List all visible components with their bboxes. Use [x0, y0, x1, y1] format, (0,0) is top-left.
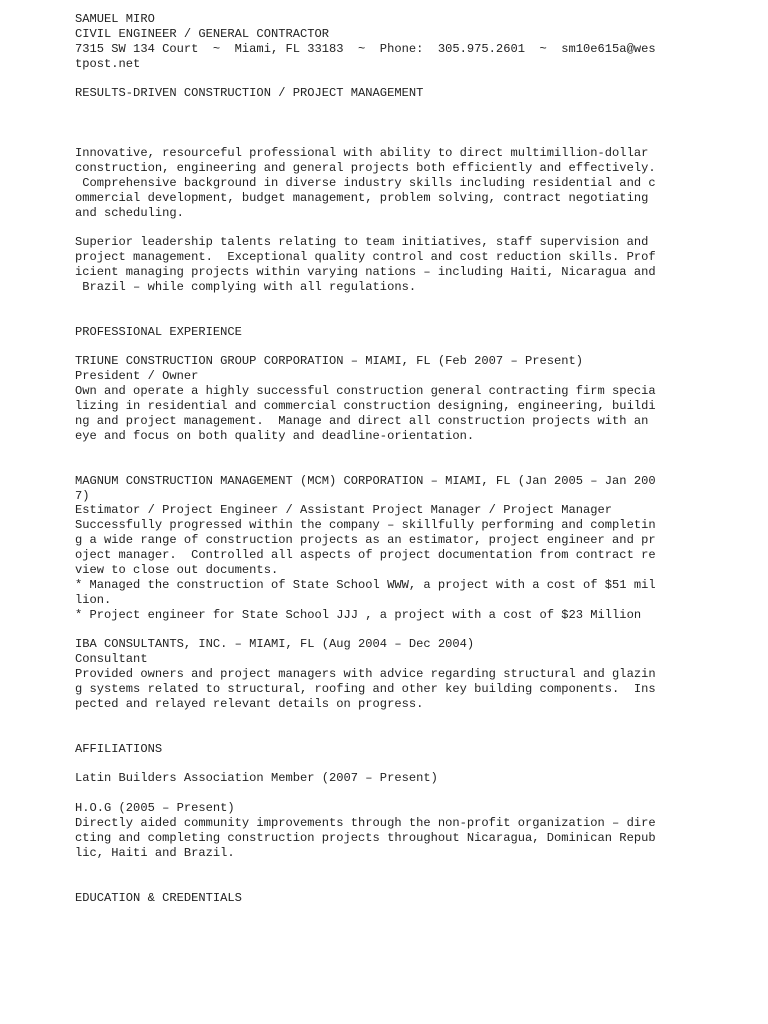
headline: RESULTS-DRIVEN CONSTRUCTION / PROJECT MANAGEMENT — [75, 86, 424, 101]
job-bullet-line: lion. — [75, 592, 112, 607]
summary-line: ommercial development, budget management, problem solving, contract negotiating — [75, 190, 649, 205]
spacer — [75, 861, 735, 876]
spacer — [75, 340, 735, 355]
summary-line: icient managing projects within varying nations – including Haiti, Nicaragua and — [75, 265, 656, 280]
job-company-continued: 7) — [75, 488, 90, 503]
summary-paragraph-2 — [75, 235, 735, 295]
summary-line: project management. Exceptional quality control and cost reduction skills. Prof — [75, 250, 656, 265]
spacer — [75, 757, 735, 772]
job-description-line: oject manager. Controlled all aspects of project documentation from contract re — [75, 548, 656, 563]
job-description-line: pected and relayed relevant details on progress. — [75, 696, 424, 711]
job-bullet-line: * Managed the construction of State School WWW, a project with a cost of $51 mil — [75, 577, 656, 592]
contact-line-continued: tpost.net — [75, 56, 141, 71]
summary-paragraph-1 — [75, 146, 735, 220]
job-description-line: g systems related to structural, roofing and other key building components. Ins — [75, 682, 656, 697]
education-heading: EDUCATION & CREDENTIALS — [75, 890, 242, 905]
spacer — [75, 295, 735, 310]
spacer — [75, 72, 735, 87]
resume-document — [75, 12, 735, 905]
spacer — [75, 101, 735, 116]
spacer — [75, 712, 735, 727]
job-description-line: Own and operate a highly successful construction general contracting firm specia — [75, 384, 656, 399]
spacer — [75, 727, 735, 742]
spacer — [75, 459, 735, 474]
spacer — [75, 131, 735, 146]
job-entry — [75, 637, 735, 711]
job-entry — [75, 474, 735, 623]
candidate-title: CIVIL ENGINEER / GENERAL CONTRACTOR — [75, 26, 330, 41]
job-role: Estimator / Project Engineer / Assistant Project Manager / Project Manager — [75, 503, 613, 518]
affiliations-heading: AFFILIATIONS — [75, 741, 163, 756]
job-description-line: view to close out documents. — [75, 562, 279, 577]
candidate-name: SAMUEL MIRO — [75, 12, 155, 26]
spacer — [75, 876, 735, 891]
affiliation-description-line: Directly aided community improvements through the non-profit organization – dire — [75, 816, 656, 831]
job-bullet-line: * Project engineer for State School JJJ , a project with a cost of $23 Million — [75, 607, 642, 622]
job-role: Consultant — [75, 652, 148, 667]
affiliation-description-line: lic, Haiti and Brazil. — [75, 845, 235, 860]
job-entry — [75, 354, 735, 443]
spacer — [75, 220, 735, 235]
affiliation-item: H.O.G (2005 – Present) — [75, 801, 235, 816]
resume-header — [75, 12, 735, 72]
experience-heading: PROFESSIONAL EXPERIENCE — [75, 324, 242, 339]
job-description-line: g a wide range of construction projects as an estimator, project engineer and pr — [75, 533, 656, 548]
job-description-line: Provided owners and project managers with advice regarding structural and glazin — [75, 667, 656, 682]
job-company: TRIUNE CONSTRUCTION GROUP CORPORATION – MIAMI, FL (Feb 2007 – Present) — [75, 354, 584, 369]
job-description-line: Successfully progressed within the company – skillfully performing and completin — [75, 518, 656, 533]
job-description-line: ng and project management. Manage and direct all construction projects with an — [75, 414, 649, 429]
job-description-line: lizing in residential and commercial construction designing, engineering, buildi — [75, 399, 656, 414]
summary-line: and scheduling. — [75, 205, 184, 220]
affiliation-item: Latin Builders Association Member (2007 – Present) — [75, 771, 438, 786]
summary-line: construction, engineering and general projects both efficiently and effectively. — [75, 160, 656, 175]
summary-line: Brazil – while complying with all regulations. — [75, 280, 417, 295]
spacer — [75, 116, 735, 131]
spacer — [75, 310, 735, 325]
job-company: IBA CONSULTANTS, INC. – MIAMI, FL (Aug 2004 – Dec 2004) — [75, 637, 475, 652]
summary-line: Comprehensive background in diverse industry skills including residential and c — [75, 175, 656, 190]
summary-line: Innovative, resourceful professional with ability to direct multimillion-dollar — [75, 146, 649, 161]
job-company: MAGNUM CONSTRUCTION MANAGEMENT (MCM) CORPORATION – MIAMI, FL (Jan 2005 – Jan 200 — [75, 473, 656, 488]
summary-line: Superior leadership talents relating to team initiatives, staff supervision and — [75, 235, 649, 250]
affiliation-description-line: cting and completing construction projects throughout Nicaragua, Dominican Repub — [75, 830, 656, 845]
spacer — [75, 786, 735, 801]
contact-line: 7315 SW 134 Court ~ Miami, FL 33183 ~ Phone: 305.975.2601 ~ sm10e615a@wes — [75, 41, 656, 56]
spacer — [75, 444, 735, 459]
job-description-line: eye and focus on both quality and deadline-orientation. — [75, 428, 475, 443]
job-role: President / Owner — [75, 369, 199, 384]
spacer — [75, 623, 735, 638]
